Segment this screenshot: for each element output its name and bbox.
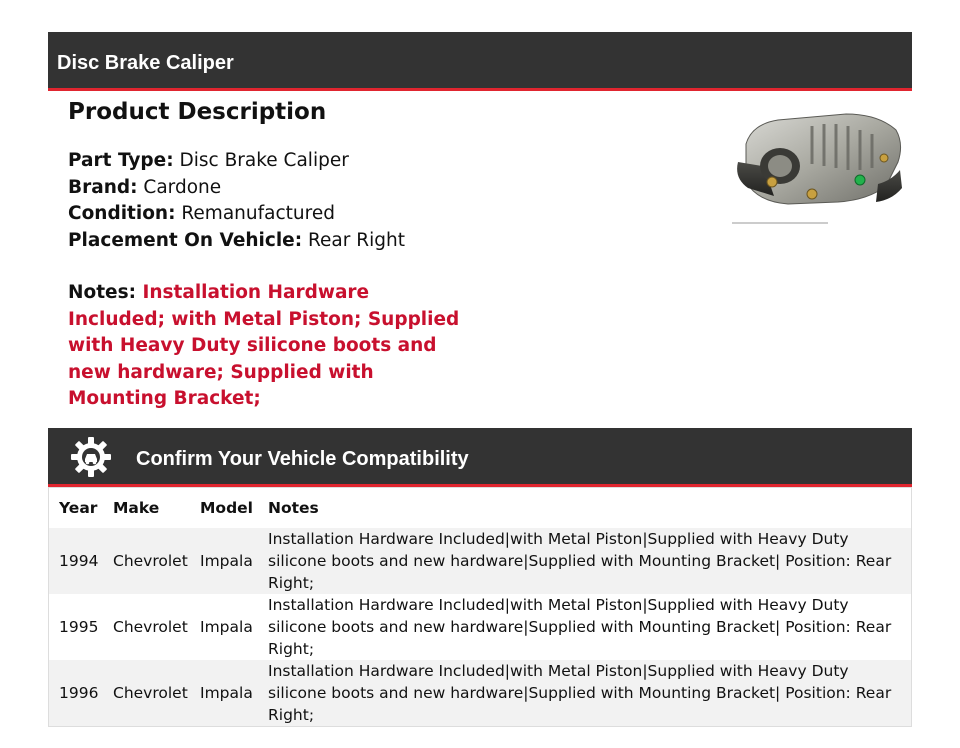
cell-make: Chevrolet [103, 660, 190, 727]
cell-model: Impala [190, 660, 258, 727]
cell-model: Impala [190, 528, 258, 594]
product-header-bar [48, 32, 912, 91]
compatibility-title: Confirm Your Vehicle Compatibility [136, 448, 469, 470]
column-make: Make [103, 488, 190, 529]
notes-value: Installation Hardware Included; with Metal Piston; Supplied with Heavy Duty silicone boots and new hardware; Supplied with Mounting Bracket; [68, 282, 460, 409]
spec-brand: Brand: Cardone [68, 176, 222, 198]
cell-make: Chevrolet [103, 594, 190, 660]
compatibility-table [48, 487, 912, 727]
brake-caliper-image [728, 104, 908, 230]
cell-year: 1995 [49, 594, 104, 660]
table-row [49, 594, 912, 660]
spec-condition: Condition: Remanufactured [68, 203, 335, 224]
table-row [49, 660, 912, 727]
column-year: Year [49, 488, 104, 529]
notes-label: Notes: [68, 282, 136, 303]
description-title: Product Description [68, 99, 327, 125]
product-notes [68, 280, 468, 413]
cell-make: Chevrolet [103, 528, 190, 594]
spec-list [68, 148, 708, 254]
cell-notes: Installation Hardware Included|with Metal Piston|Supplied with Heavy Duty silicone boots and new hardware|Supplied with Mounting Bracket| Position: Rear Right; [258, 594, 912, 660]
cell-year: 1996 [49, 660, 104, 727]
product-title: Disc Brake Caliper [57, 52, 234, 74]
column-notes: Notes [258, 488, 912, 529]
spec-placement: Placement On Vehicle: Rear Right [68, 229, 405, 251]
spec-part-type: Part Type: Disc Brake Caliper [68, 150, 349, 171]
cell-year: 1994 [49, 528, 104, 594]
cell-notes: Installation Hardware Included|with Metal Piston|Supplied with Heavy Duty silicone boots and new hardware|Supplied with Mounting Bracket| Position: Rear Right; [258, 528, 912, 594]
column-model: Model [190, 488, 258, 529]
cell-notes: Installation Hardware Included|with Metal Piston|Supplied with Heavy Duty silicone boots and new hardware|Supplied with Mounting Bracket| Position: Rear Right; [258, 660, 912, 727]
table-header-row [49, 488, 912, 529]
compatibility-bar [48, 428, 912, 487]
product-description [68, 96, 708, 413]
table-row [49, 528, 912, 594]
brake-caliper-icon [728, 104, 908, 230]
cell-model: Impala [190, 594, 258, 660]
gear-car-icon [70, 436, 112, 478]
